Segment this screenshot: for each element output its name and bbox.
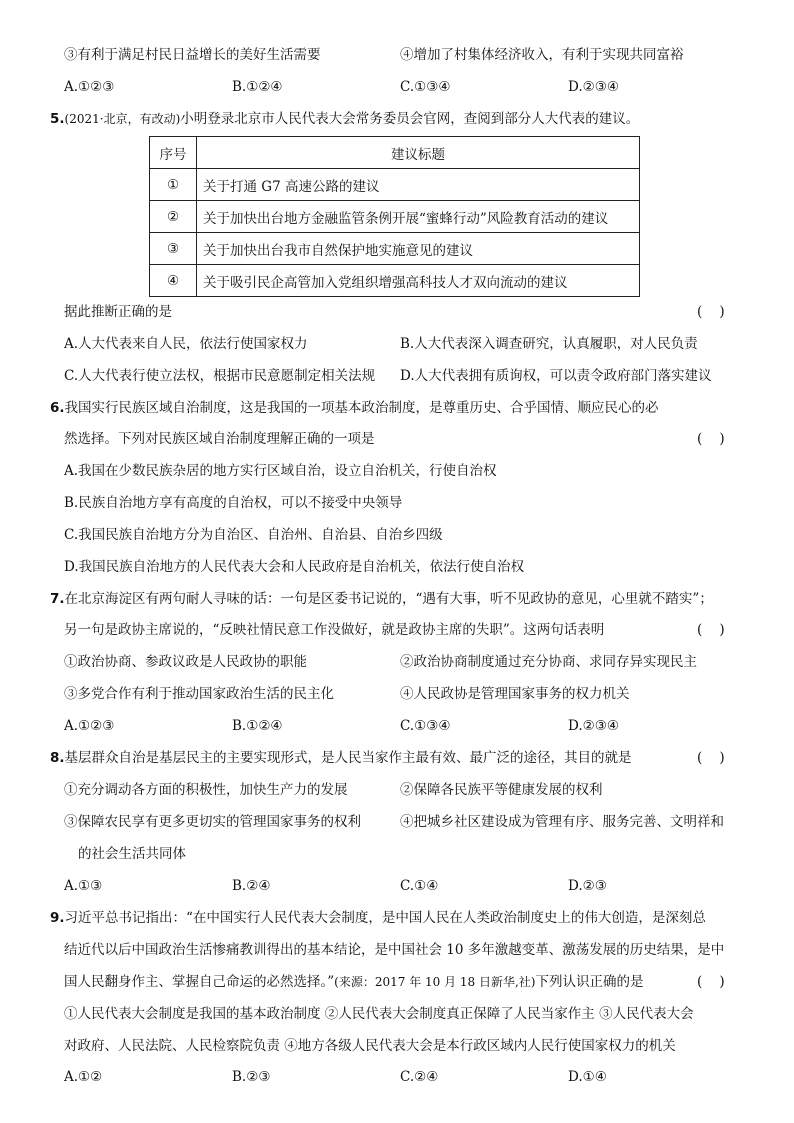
statement-2: ②政治协商制度通过充分协商、求同存异实现民主: [400, 654, 697, 670]
choice-d: D.②③: [568, 878, 607, 894]
choice-b: B.人大代表深入调查研究，认真履职，对人民负责: [400, 336, 698, 352]
answer-blank: ( ): [697, 974, 725, 990]
question-5-stem: [50, 109, 639, 129]
choice-c: C.①③④: [400, 718, 451, 734]
question-9-stem-line1: [50, 908, 706, 928]
choice-c: C.人大代表行使立法权，根据市民意愿制定相关法规: [64, 368, 376, 384]
table-cell-title: 关于打通 G7 高速公路的建议: [197, 169, 640, 201]
choice-d: D.人大代表拥有质询权，可以责令政府部门落实建议: [400, 368, 712, 384]
choice-c: C.我国民族自治地方分为自治区、自治州、自治县、自治乡四级: [64, 527, 443, 543]
statement-4-continued: 的社会生活共同体: [78, 846, 186, 862]
statement-1: ①政治协商、参政议政是人民政协的职能: [64, 654, 307, 670]
choice-d: D.②③④: [568, 718, 619, 734]
question-5-text: 小明登录北京市人民代表大会常务委员会官网，查阅到部分人大代表的建议。: [180, 111, 640, 127]
choice-d: D.我国民族自治地方的人民代表大会和人民政府是自治机关，依法行使自治权: [64, 559, 525, 575]
table-row: [150, 169, 640, 201]
choice-c: C.①④: [400, 878, 439, 894]
choice-a: A.①②③: [64, 718, 115, 734]
choice-b: B.①②④: [232, 718, 283, 734]
question-6-stem-line2: 然选择。下列对民族区域自治制度理解正确的一项是: [64, 431, 375, 447]
table-header-number: 序号: [150, 137, 197, 169]
answer-blank: ( ): [697, 622, 725, 638]
question-6-stem-line1: [50, 398, 659, 418]
statement-4: ④人民政协是管理国家事务的权力机关: [400, 686, 630, 702]
table-header-row: [150, 137, 640, 169]
table-cell-title: 关于吸引民企高管加入党组织增强高科技人才双向流动的建议: [197, 265, 640, 297]
choice-c: C.②④: [400, 1069, 439, 1085]
answer-blank: ( ): [697, 304, 725, 320]
choice-c: C.①③④: [400, 79, 451, 95]
table-cell-title: 关于加快出台我市自然保护地实施意见的建议: [197, 233, 640, 265]
question-5-prompt: 据此推断正确的是: [64, 304, 172, 320]
choice-d: D.①④: [568, 1069, 607, 1085]
question-9-statements-line1: ①人民代表大会制度是我国的基本政治制度 ②人民代表大会制度真正保障了人民当家作主 ③人民代表大会: [64, 1006, 694, 1022]
question-7-stem-line1: [50, 589, 713, 609]
statement-2: ②保障各民族平等健康发展的权利: [400, 782, 603, 798]
question-5-number: 5.: [50, 111, 65, 127]
choice-a: A.①②: [64, 1069, 103, 1085]
question-9-text: 习近平总书记指出：“在中国实行人民代表大会制度，是中国人民在人类政治制度史上的伟大创造，是深刻总: [64, 910, 706, 926]
statement-3: ③有利于满足村民日益增长的美好生活需要: [64, 47, 321, 63]
question-8-text: 基层群众自治是基层民主的主要实现形式，是人民当家作主最有效、最广泛的途径，其目的就是: [64, 750, 632, 766]
question-5-source: (2021·北京，有改动): [64, 112, 181, 126]
answer-blank: ( ): [697, 750, 725, 766]
table-cell-number: ①: [150, 169, 197, 201]
table-row: [150, 233, 640, 265]
question-9-stem-line3: [64, 972, 644, 992]
statement-3: ③保障农民享有更多更切实的管理国家事务的权利: [64, 814, 361, 830]
table-cell-title: 关于加快出台地方金融监管条例开展“蜜蜂行动”风险教育活动的建议: [197, 201, 640, 233]
choice-a: A.①②③: [64, 79, 115, 95]
question-6-text: 我国实行民族区域自治制度，这是我国的一项基本政治制度，是尊重历史、合乎国情、顺应民心的必: [64, 400, 659, 416]
table-header-title: 建议标题: [197, 137, 640, 169]
question-8-stem: [50, 748, 632, 768]
question-9-statements-line2: 对政府、人民法院、人民检察院负责 ④地方各级人民代表大会是本行政区域内人民行使国家权力的机关: [64, 1038, 676, 1054]
question-9-number: 9.: [50, 910, 65, 926]
question-6-number: 6.: [50, 400, 65, 416]
choice-a: A.人大代表来自人民，依法行使国家权力: [64, 336, 308, 352]
question-7-number: 7.: [50, 591, 65, 607]
statement-3: ③多党合作有利于推动国家政治生活的民主化: [64, 686, 334, 702]
statement-1: ①充分调动各方面的积极性，加快生产力的发展: [64, 782, 348, 798]
question-9-source: (来源：2017 年 10 月 18 日新华,社): [334, 975, 536, 989]
question-7-text: 在北京海淀区有两句耐人寻味的话：一句是区委书记说的，“遇有大事，听不见政协的意见，心里就不踏实”；: [64, 591, 713, 607]
choice-d: D.②③④: [568, 79, 619, 95]
choice-b: B.民族自治地方享有高度的自治权，可以不接受中央领导: [64, 495, 403, 511]
question-9-prompt: 下列认识正确的是: [535, 974, 644, 990]
answer-blank: ( ): [697, 431, 725, 447]
choice-b: B.②④: [232, 878, 271, 894]
choice-a: A.①③: [64, 878, 103, 894]
choice-a: A.我国在少数民族杂居的地方实行区域自治，设立自治机关，行使自治权: [64, 463, 497, 479]
table-cell-number: ②: [150, 201, 197, 233]
choice-b: B.②③: [232, 1069, 271, 1085]
question-9-quote-end: 国人民翻身作主、掌握自己命运的必然选择。”: [64, 974, 335, 990]
suggestion-table: [149, 136, 640, 297]
table-row: [150, 265, 640, 297]
question-7-stem-line2: 另一句是政协主席说的，“反映社情民意工作没做好，就是政协主席的失职”。这两句话表明: [64, 622, 605, 638]
table-row: [150, 201, 640, 233]
statement-4: ④增加了村集体经济收入，有利于实现共同富裕: [400, 47, 684, 63]
table-cell-number: ③: [150, 233, 197, 265]
question-9-stem-line2: 结近代以后中国政治生活惨痛教训得出的基本结论，是中国社会 10 多年激越变革、激荡发展的历史结果，是中: [64, 942, 725, 958]
statement-4: ④把城乡社区建设成为管理有序、服务完善、文明祥和: [400, 814, 724, 830]
table-cell-number: ④: [150, 265, 197, 297]
question-8-number: 8.: [50, 750, 65, 766]
choice-b: B.①②④: [232, 79, 283, 95]
